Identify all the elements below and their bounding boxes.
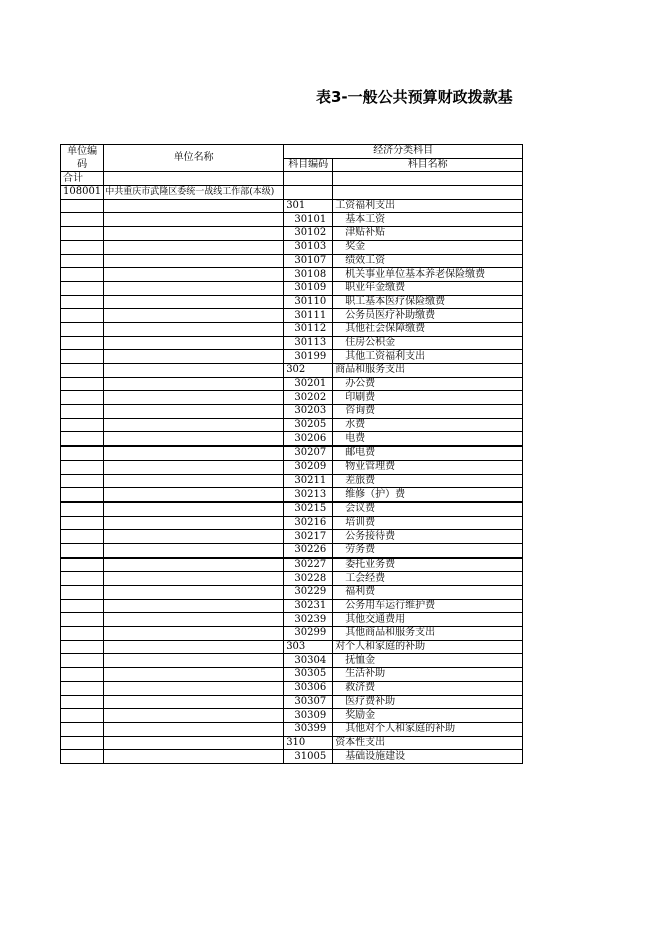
subject-name: 其他社会保障缴费 xyxy=(333,322,523,336)
subject-name: 救济费 xyxy=(333,681,523,695)
econ-class-header: 经济分类科目 xyxy=(284,145,523,159)
table-row xyxy=(61,309,523,323)
subject-code: 30307 xyxy=(284,695,333,709)
table-row xyxy=(61,681,523,695)
subject-name: 生活补助 xyxy=(333,668,523,682)
subject-name-header: 科目名称 xyxy=(333,158,523,172)
subject-code: 303 xyxy=(284,640,333,654)
table-row xyxy=(61,722,523,736)
subject-code: 30205 xyxy=(284,418,333,432)
total-label: 合计 xyxy=(61,172,104,186)
table-row xyxy=(61,516,523,530)
unit-code: 108001 xyxy=(61,186,104,200)
subject-name: 其他商品和服务支出 xyxy=(333,627,523,641)
unit-name-header: 单位名称 xyxy=(104,145,284,172)
subject-name: 委托业务费 xyxy=(333,558,523,572)
table-row xyxy=(61,418,523,432)
subject-code-header: 科目编码 xyxy=(284,158,333,172)
subject-code: 30306 xyxy=(284,681,333,695)
subject-name: 奖励金 xyxy=(333,709,523,723)
subject-name: 维修（护）费 xyxy=(333,488,523,502)
subject-code: 310 xyxy=(284,736,333,750)
subject-name: 差旅费 xyxy=(333,474,523,488)
subject-code: 30202 xyxy=(284,391,333,405)
table-row xyxy=(61,613,523,627)
subject-code: 30102 xyxy=(284,227,333,241)
table-row xyxy=(61,227,523,241)
table-row xyxy=(61,281,523,295)
subject-code: 30226 xyxy=(284,543,333,557)
table-row xyxy=(61,530,523,544)
table-row xyxy=(61,736,523,750)
subject-code: 30299 xyxy=(284,627,333,641)
subject-code: 30101 xyxy=(284,213,333,227)
subject-code: 30227 xyxy=(284,558,333,572)
table-row xyxy=(61,364,523,378)
unit-row xyxy=(61,186,523,200)
page-title: 表3-一般公共预算财政拨款基 xyxy=(316,88,513,106)
table-row xyxy=(61,391,523,405)
subject-name: 公务员医疗补助缴费 xyxy=(333,309,523,323)
subject-name: 其他对个人和家庭的补助 xyxy=(333,722,523,736)
subject-code: 30217 xyxy=(284,530,333,544)
subject-code: 30305 xyxy=(284,668,333,682)
subject-code: 30213 xyxy=(284,488,333,502)
subject-code: 30206 xyxy=(284,432,333,446)
subject-name: 基础设施建设 xyxy=(333,750,523,764)
subject-name: 其他工资福利支出 xyxy=(333,350,523,364)
subject-name: 津贴补贴 xyxy=(333,227,523,241)
subject-code: 30111 xyxy=(284,309,333,323)
table-row xyxy=(61,474,523,488)
table-row xyxy=(61,488,523,502)
subject-code: 30399 xyxy=(284,722,333,736)
subject-name: 会议费 xyxy=(333,502,523,516)
total-row xyxy=(61,172,523,186)
table-row xyxy=(61,254,523,268)
table-row xyxy=(61,199,523,213)
subject-name: 培训费 xyxy=(333,516,523,530)
subject-name: 福利费 xyxy=(333,586,523,600)
subject-code: 30108 xyxy=(284,268,333,282)
subject-code: 30199 xyxy=(284,350,333,364)
subject-name: 职工基本医疗保险缴费 xyxy=(333,295,523,309)
subject-code: 30239 xyxy=(284,613,333,627)
subject-code: 30112 xyxy=(284,322,333,336)
subject-name: 对个人和家庭的补助 xyxy=(333,640,523,654)
subject-name: 资本性支出 xyxy=(333,736,523,750)
subject-name: 基本工资 xyxy=(333,213,523,227)
table-row xyxy=(61,377,523,391)
subject-name: 公务接待费 xyxy=(333,530,523,544)
subject-code: 30207 xyxy=(284,446,333,460)
subject-code: 30229 xyxy=(284,586,333,600)
table-row xyxy=(61,750,523,764)
subject-name: 住房公积金 xyxy=(333,336,523,350)
subject-code: 301 xyxy=(284,199,333,213)
subject-name: 办公费 xyxy=(333,377,523,391)
subject-code: 30107 xyxy=(284,254,333,268)
subject-code: 30215 xyxy=(284,502,333,516)
subject-name: 邮电费 xyxy=(333,446,523,460)
table-row xyxy=(61,432,523,446)
subject-code: 30228 xyxy=(284,572,333,586)
subject-name: 医疗费补助 xyxy=(333,695,523,709)
subject-name: 工资福利支出 xyxy=(333,199,523,213)
subject-code: 30231 xyxy=(284,599,333,613)
table-row xyxy=(61,668,523,682)
subject-name: 印刷费 xyxy=(333,391,523,405)
subject-name: 劳务费 xyxy=(333,543,523,557)
subject-code: 30201 xyxy=(284,377,333,391)
table-row xyxy=(61,295,523,309)
subject-name: 职业年金缴费 xyxy=(333,281,523,295)
subject-name: 商品和服务支出 xyxy=(333,364,523,378)
subject-code: 30103 xyxy=(284,240,333,254)
subject-code: 30304 xyxy=(284,654,333,668)
subject-name: 物业管理费 xyxy=(333,460,523,474)
table-row xyxy=(61,654,523,668)
table-row xyxy=(61,336,523,350)
subject-name: 公务用车运行维护费 xyxy=(333,599,523,613)
table-row xyxy=(61,709,523,723)
table-row xyxy=(61,240,523,254)
budget-table xyxy=(60,144,523,764)
subject-name: 其他交通费用 xyxy=(333,613,523,627)
table-row xyxy=(61,599,523,613)
table-row xyxy=(61,322,523,336)
unit-name: 中共重庆市武隆区委统一战线工作部(本级) xyxy=(104,186,284,200)
subject-code: 30113 xyxy=(284,336,333,350)
subject-name: 抚恤金 xyxy=(333,654,523,668)
subject-name: 水费 xyxy=(333,418,523,432)
subject-name: 工会经费 xyxy=(333,572,523,586)
subject-name: 奖金 xyxy=(333,240,523,254)
subject-code: 30110 xyxy=(284,295,333,309)
subject-code: 31005 xyxy=(284,750,333,764)
subject-code: 302 xyxy=(284,364,333,378)
table-row xyxy=(61,572,523,586)
unit-code-header: 单位编码 xyxy=(61,145,104,172)
table-row xyxy=(61,640,523,654)
subject-code: 30209 xyxy=(284,460,333,474)
table-row xyxy=(61,543,523,557)
table-row xyxy=(61,213,523,227)
subject-code: 30203 xyxy=(284,405,333,419)
subject-code: 30211 xyxy=(284,474,333,488)
table-row xyxy=(61,502,523,516)
subject-code: 30309 xyxy=(284,709,333,723)
table-row xyxy=(61,460,523,474)
subject-code: 30216 xyxy=(284,516,333,530)
table-row xyxy=(61,695,523,709)
subject-name: 电费 xyxy=(333,432,523,446)
subject-name: 咨询费 xyxy=(333,405,523,419)
table-row xyxy=(61,627,523,641)
table-row xyxy=(61,586,523,600)
table-row xyxy=(61,350,523,364)
subject-name: 机关事业单位基本养老保险缴费 xyxy=(333,268,523,282)
table-row xyxy=(61,558,523,572)
table-row xyxy=(61,405,523,419)
table-row xyxy=(61,268,523,282)
subject-code: 30109 xyxy=(284,281,333,295)
table-row xyxy=(61,446,523,460)
subject-name: 绩效工资 xyxy=(333,254,523,268)
